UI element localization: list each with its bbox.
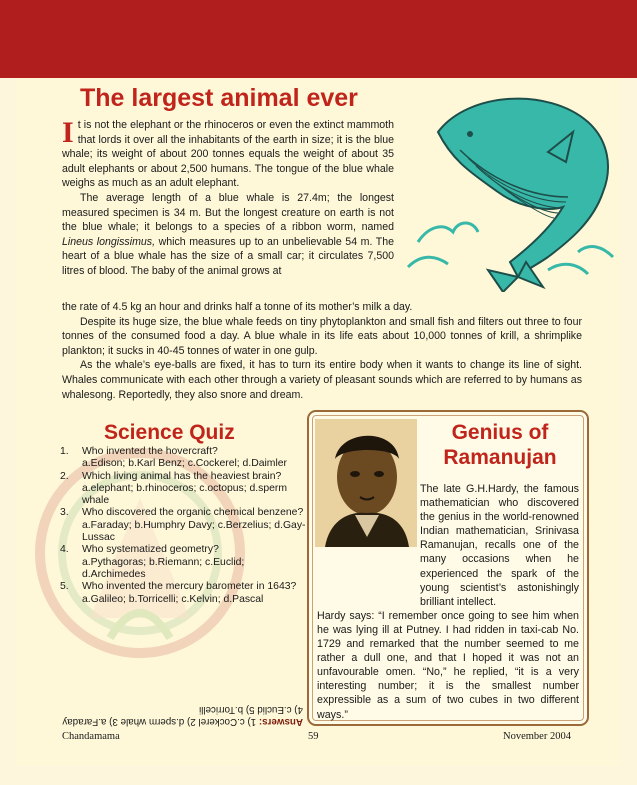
footer-page-number: 59 (308, 731, 319, 742)
footer-date: November 2004 (503, 731, 571, 742)
quiz-question: 2. Which living animal has the heaviest brain? a.elephant; b.rhinoceros; c.octopus; d.sperm whale (60, 470, 288, 507)
quiz-answers-upside-down: Answers: 1) c.Cockerel 2) d.sperm whale 3) a.Faraday 4) c.Euclid 5) b.Torricelli (62, 704, 303, 727)
quiz-question: 1. Who invented the hovercraft? a.Edison; b.Karl Benz; c.Cockerel; d.Daimler (60, 446, 288, 470)
quiz-question: 3. Who discovered the organic chemical benzene? a.Faraday; b.Humphry Davy; c.Berzelius; d.Gay-Lussac (60, 507, 306, 544)
footer-magazine: Chandamama (62, 731, 120, 742)
drop-cap: I (62, 116, 74, 149)
blue-whale-illustration (398, 92, 626, 292)
article-paragraph-2: the rate of 4.5 kg an hour and drinks half a tonne of its mother’s milk a day. Despite its huge size, the blue whale feeds on tiny phytoplankton and small fish and filters out three to four tonnes of the consumed food a day. A blue whale in its life eats about 10,000 tonnes of krill, a shrimplike plankton; it sucks in 40-45 tonnes of water in one gulp. As the whale’s eye-balls are fixed, it has to turn its entire body when it wants to change its line of sight. Whales communicate with each other through a variety of pleasant sounds which are referred to by humans as whalesong. Reportedly, they also snore and dream. (62, 301, 582, 401)
quiz-question: 4. Who systematized geometry? a.Pythagoras; b.Riemann; c.Euclid; d.Archimedes (60, 544, 245, 580)
quiz-title: Science Quiz (104, 421, 235, 444)
ramanujan-text: The late G.H.Hardy, the famous mathematician who discovered the genius in the world-renowned Indian mathematician, Srinivasa Ramanujan, recalls one of the many occasions when he experienced the spark of the young scientist’s astonishingly brilliant intellect. Hardy says: “I remember once going to see him when he was lying ill at Putney. I had ridden in taxi-cab No. 1729 and remarked that the number seemed to me rather a dull one, and that I hoped it was not an unfavourable omen. “No,” he replied, “it is a very interesting number; it is the smallest number expressible as a sum of two cubes in two different ways.” (317, 483, 579, 721)
article-title: The largest animal ever (80, 84, 358, 112)
ramanujan-title: Genius of Ramanujan (443, 421, 557, 469)
article-paragraph-1: It is not the elephant or the rhinoceros or even the extinct mammoth that lords it over all the inhabitants of the earth in size; it is the blue whale; its weight of about 200 tonnes equals the weight of about 35 adult elephants or about 2,500 humans. The tongue of the blue whale weighs as much as an adult elephant. The average length of a blue whale is 27.4m; the longest measured specimen is 34 m. But the longest creature on earth is not the blue whale; it belongs to a species of a ribbon worm, named Lineus longissimus, which measures up to an unbelievable 54 m. The heart of a blue whale has the size of a small car; it circulates 7,500 litres of blood. The baby of the animal grows at (62, 116, 394, 277)
quiz-list (60, 446, 306, 606)
quiz-question: 5. Who invented the mercury barometer in 1643? a.Galileo; b.Torricelli; c.Kelvin; d.Pascal (60, 581, 297, 605)
top-banner (0, 0, 637, 78)
